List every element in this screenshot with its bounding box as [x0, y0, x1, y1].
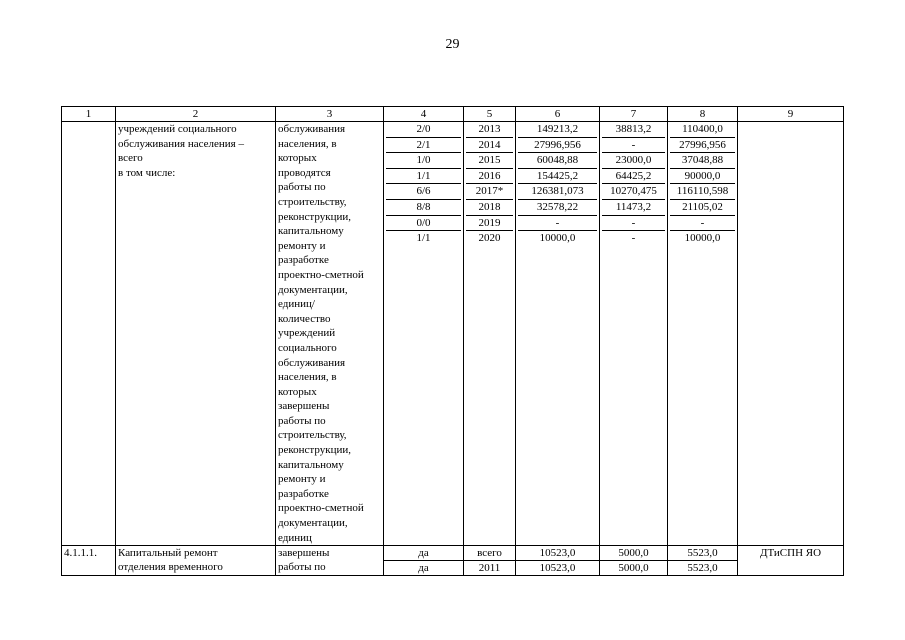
- value-cell: -: [518, 216, 597, 232]
- header-cell: 1: [62, 107, 116, 122]
- col7-cell: [600, 122, 668, 546]
- value-cell: 2017*: [466, 184, 513, 200]
- value-cell: 2015: [466, 153, 513, 169]
- text-line: проводятся: [278, 166, 331, 179]
- text-line: проектно-сметной: [278, 268, 364, 281]
- table-row-group-total: [62, 122, 844, 546]
- text-line: работы по: [278, 181, 326, 194]
- text-line: единиц: [278, 531, 312, 544]
- value-cell: 2013: [466, 122, 513, 138]
- text-line: реконструкции,: [278, 444, 351, 457]
- total-col-cell: [516, 122, 600, 546]
- text-line: учреждений: [278, 327, 336, 340]
- value-cell: да: [384, 546, 464, 561]
- value-cell: 1/1: [416, 232, 431, 245]
- text-line: документации,: [278, 517, 348, 530]
- value-cell: 2011: [464, 561, 516, 576]
- item-number-cell: 4.1.1.1.: [62, 546, 116, 576]
- text-line: количество: [278, 312, 331, 325]
- value-cell: 38813,2: [602, 122, 665, 138]
- text-line: ремонту и: [278, 473, 326, 486]
- value-cell: 1/0: [386, 153, 461, 169]
- value-cell: 21105,02: [670, 200, 735, 216]
- value-cell: 2019: [466, 216, 513, 232]
- header-cell: 8: [668, 107, 738, 122]
- text-line: которых: [278, 385, 317, 398]
- value-col4-cell: [384, 122, 464, 546]
- text-line: работы по: [278, 561, 326, 574]
- value-cell: 2/1: [386, 138, 461, 154]
- value-cell: -: [670, 216, 735, 232]
- value-cell: всего: [464, 546, 516, 561]
- value-cell: 6/6: [386, 184, 461, 200]
- text-line: документации,: [278, 283, 348, 296]
- value-cell: 116110,598: [670, 184, 735, 200]
- indicator-cell: [276, 546, 384, 576]
- value-cell: 64425,2: [602, 169, 665, 185]
- value-cell: 126381,073: [518, 184, 597, 200]
- text-line: капитальному: [278, 225, 344, 238]
- text-line: строительству,: [278, 195, 347, 208]
- text-line: которых: [278, 152, 317, 165]
- header-cell: 6: [516, 107, 600, 122]
- value-cell: 8/8: [386, 200, 461, 216]
- header-cell: 7: [600, 107, 668, 122]
- text-line: ремонту и: [278, 239, 326, 252]
- text-line: проектно-сметной: [278, 502, 364, 515]
- text-line: строительству,: [278, 429, 347, 442]
- text-line: обслуживания населения –: [118, 137, 244, 150]
- header-cell: 3: [276, 107, 384, 122]
- program-table: [61, 106, 844, 576]
- header-row: [62, 107, 844, 122]
- indicator-cell: [276, 122, 384, 546]
- value-cell: 2/0: [386, 122, 461, 138]
- year-col-cell: [464, 122, 516, 546]
- value-cell: 10000,0: [684, 232, 721, 245]
- value-cell: -: [602, 216, 665, 232]
- text-line: завершены: [278, 547, 330, 560]
- value-cell: 23000,0: [602, 153, 665, 169]
- value-cell: 90000,0: [670, 169, 735, 185]
- text-line: работы по: [278, 414, 326, 427]
- value-cell: 32578,22: [518, 200, 597, 216]
- value-cell: -: [602, 138, 665, 154]
- text-line: в том числе:: [118, 166, 176, 179]
- header-cell: 9: [738, 107, 844, 122]
- text-line: завершены: [278, 400, 330, 413]
- value-cell: -: [631, 232, 636, 245]
- value-cell: 0/0: [386, 216, 461, 232]
- col8-cell: [668, 122, 738, 546]
- value-cell: 2020: [478, 232, 501, 245]
- text-line: капитальному: [278, 458, 344, 471]
- value-cell: 27996,956: [518, 138, 597, 154]
- text-line: населения, в: [278, 137, 337, 150]
- text-line: учреждений социального: [118, 123, 237, 135]
- text-line: реконструкции,: [278, 210, 351, 223]
- text-line: единиц/: [278, 298, 315, 311]
- table-row: [62, 546, 844, 561]
- value-cell: 149213,2: [518, 122, 597, 138]
- value-cell: 2018: [466, 200, 513, 216]
- value-cell: 5000,0: [600, 546, 668, 561]
- header-cell: 5: [464, 107, 516, 122]
- value-cell: 37048,88: [670, 153, 735, 169]
- value-cell: 5523,0: [668, 561, 738, 576]
- page-number: 29: [445, 37, 460, 52]
- value-cell: 2014: [466, 138, 513, 154]
- text-line: обслуживания: [278, 356, 346, 369]
- text-line: разработке: [278, 487, 329, 500]
- header-cell: 4: [384, 107, 464, 122]
- value-cell: 1/1: [386, 169, 461, 185]
- text-line: отделения временного: [118, 561, 223, 574]
- value-cell: 110400,0: [670, 122, 735, 138]
- measure-name-cell: [116, 546, 276, 576]
- value-cell: 10523,0: [516, 546, 600, 561]
- value-cell: 10270,475: [602, 184, 665, 200]
- text-line: социального: [278, 341, 337, 354]
- value-cell: 5523,0: [668, 546, 738, 561]
- value-cell: 154425,2: [518, 169, 597, 185]
- text-line: обслуживания: [278, 123, 346, 135]
- value-cell: 27996,956: [670, 138, 735, 154]
- value-cell: 60048,88: [518, 153, 597, 169]
- text-line: Капитальный ремонт: [118, 547, 218, 560]
- text-line: разработке: [278, 254, 329, 267]
- value-cell: да: [384, 561, 464, 576]
- value-cell: 10523,0: [516, 561, 600, 576]
- executor-cell: [738, 122, 844, 546]
- value-cell: 11473,2: [602, 200, 665, 216]
- value-cell: 10000,0: [539, 232, 576, 245]
- text-line: населения, в: [278, 371, 337, 384]
- value-cell: 5000,0: [600, 561, 668, 576]
- measure-name-cell: [116, 122, 276, 546]
- header-cell: 2: [116, 107, 276, 122]
- text-line: всего: [118, 152, 143, 165]
- item-number-cell: [62, 122, 116, 546]
- executor-cell: ДТиСПН ЯО: [738, 546, 844, 576]
- value-cell: 2016: [466, 169, 513, 185]
